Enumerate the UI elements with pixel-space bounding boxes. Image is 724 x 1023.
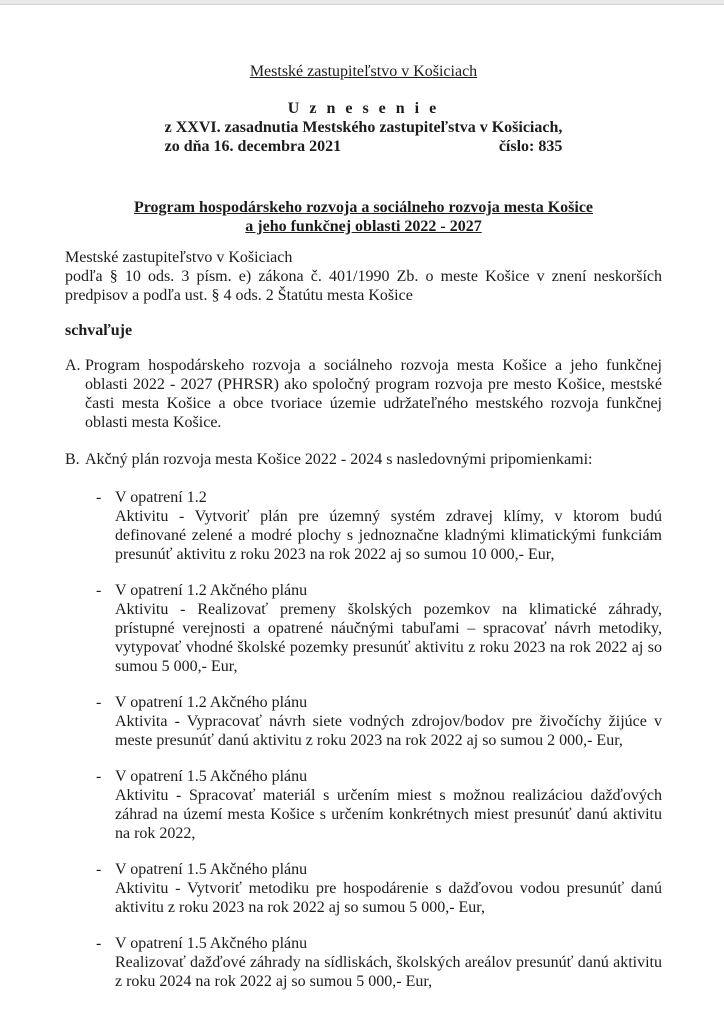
amendment-item bbox=[96, 767, 662, 843]
session-line: z XXVI. zasadnutia Mestského zastupiteľstva v Košiciach, bbox=[164, 119, 563, 136]
title-line-2: a jeho funkčnej oblasti 2022 - 2027 bbox=[245, 218, 482, 235]
dash-marker: - bbox=[96, 694, 102, 711]
document-title bbox=[65, 198, 662, 236]
amendment-item bbox=[96, 860, 662, 917]
amendment-heading: V opatrení 1.2 Akčného plánu bbox=[115, 582, 308, 599]
amendment-heading: V opatrení 1.5 Akčného plánu bbox=[115, 861, 308, 878]
amendment-text: Realizovať dažďové záhrady na sídliskách, školských areálov presunúť danú aktivitu z roku 2024 na rok 2022 aj so sumou 5 000,- Eur, bbox=[115, 954, 662, 990]
approves-label: schvaľuje bbox=[65, 322, 133, 339]
resolution-header bbox=[165, 99, 563, 156]
amendment-heading: V opatrení 1.2 Akčného plánu bbox=[115, 694, 308, 711]
amendment-heading: V opatrení 1.5 Akčného plánu bbox=[115, 768, 308, 785]
organization-name: Mestské zastupiteľstvo v Košiciach bbox=[249, 63, 478, 80]
preamble bbox=[65, 248, 662, 305]
amendment-text: Aktivita - Vypracovať návrh siete vodných zdrojov/bodov pre živočíchy žijúce v meste presunúť danú aktivitu z roku 2023 na rok 2022 aj so sumou 2 000,- Eur, bbox=[115, 713, 662, 749]
amendment-item bbox=[96, 934, 662, 991]
organization-heading bbox=[65, 62, 662, 81]
item-a-marker: A. bbox=[65, 357, 81, 374]
document-page bbox=[0, 5, 724, 991]
preamble-line: Mestské zastupiteľstvo v Košiciach bbox=[65, 249, 293, 266]
amendment-text: Aktivitu - Spracovať materiál s určením miest s možnou realizáciou dažďových záhrad na území mesta Košice s určením konkrétnych miest presunúť danú aktivitu na rok 2022, bbox=[115, 787, 662, 842]
item-b-marker: B. bbox=[65, 451, 80, 468]
amendment-text: Aktivitu - Realizovať premeny školských pozemkov na klimatické záhrady, prístupné verejnosti a opatrené náučnými tabuľami – spracovať návrh metodiky, vytypovať vhodné školské pozemky presunúť aktivitu z roku 2023 na rok 2022 aj so sumou 5 000,- Eur, bbox=[115, 601, 662, 675]
amendment-item bbox=[96, 581, 662, 676]
preamble-text: podľa § 10 ods. 3 písm. e) zákona č. 401/1990 Zb. o meste Košice v znení neskorších predpisov a podľa ust. § 4 ods. 2 Štatútu mesta Košice bbox=[65, 268, 662, 304]
dash-marker: - bbox=[96, 935, 102, 952]
amendment-body bbox=[115, 488, 662, 564]
dash-marker: - bbox=[96, 861, 102, 878]
date-number-row bbox=[165, 137, 563, 156]
amendment-body bbox=[115, 767, 662, 843]
dash-marker: - bbox=[96, 489, 102, 506]
item-b-text: Akčný plán rozvoja mesta Košice 2022 - 2024 s nasledovnými pripomienkami: bbox=[85, 451, 593, 468]
amendment-item bbox=[96, 488, 662, 564]
amendment-body bbox=[115, 693, 662, 750]
amendment-heading: V opatrení 1.5 Akčného plánu bbox=[115, 935, 308, 952]
title-line-1: Program hospodárskeho rozvoja a sociálneho rozvoja mesta Košice bbox=[133, 199, 594, 216]
amendment-text: Aktivitu - Vytvoriť plán pre územný systém zdravej klímy, v ktorom budú definované zelené a modré plochy s jednoznačne kladnými klimatickými funkciám presunúť aktivitu z roku 2023 na rok 2022 aj so sumou 10 000,- Eur, bbox=[115, 508, 662, 563]
dash-marker: - bbox=[96, 768, 102, 785]
session-date: zo dňa 16. decembra 2021 bbox=[164, 138, 342, 155]
amendment-body bbox=[115, 860, 662, 917]
item-a bbox=[65, 356, 662, 432]
amendment-body bbox=[115, 934, 662, 991]
amendment-item bbox=[96, 693, 662, 750]
amendment-text: Aktivitu - Vytvoriť metodiku pre hospodárenie s dažďovou vodou presunúť danú aktivitu z roku 2023 na rok 2022 aj so sumou 5 000,- Eur, bbox=[115, 880, 662, 916]
resolution-number: číslo: 835 bbox=[498, 138, 563, 155]
resolution-word: U z n e s e n i e bbox=[287, 100, 440, 117]
item-b bbox=[65, 450, 662, 469]
amendment-heading: V opatrení 1.2 bbox=[115, 489, 207, 506]
dash-marker: - bbox=[96, 582, 102, 599]
amendment-body bbox=[115, 581, 662, 676]
item-a-text: Program hospodárskeho rozvoja a sociálneho rozvoja mesta Košice a jeho funkčnej oblasti 2022 - 2027 (PHRSR) ako spoločný program rozvoja pre mesto Košice, mestské časti mesta Košice a obce tvoriace územie udržateľného mestského rozvoja funkčnej oblasti mesta Košice. bbox=[85, 357, 662, 431]
amendment-list bbox=[65, 488, 662, 991]
